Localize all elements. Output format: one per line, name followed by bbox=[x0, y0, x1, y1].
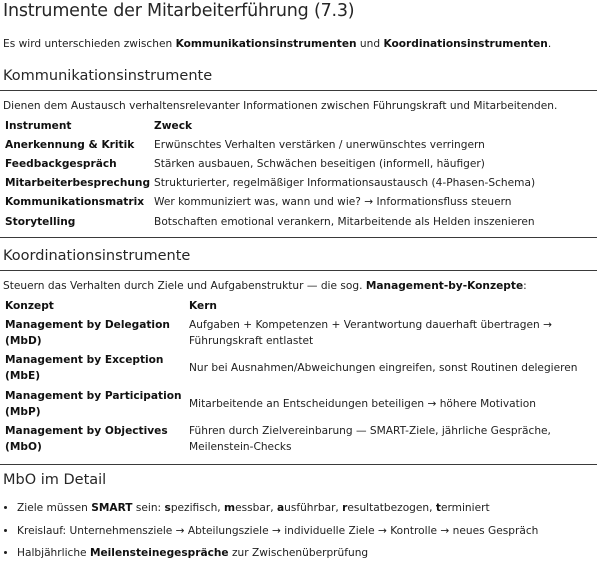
koordination-description-prefix: Steuern das Verhalten durch Ziele und Aufgabenstruktur — die sog. bbox=[3, 280, 366, 292]
konzept-name: Management by Objectives (MbO) bbox=[5, 425, 168, 454]
table-row bbox=[3, 351, 593, 387]
table-row bbox=[3, 154, 537, 173]
smart-rest-r: esultatbezogen, bbox=[347, 502, 436, 514]
instrument-name: Feedbackgespräch bbox=[5, 157, 117, 170]
mbo-list bbox=[2, 500, 538, 568]
smart-prefix: Ziele müssen bbox=[17, 502, 92, 514]
section-divider bbox=[0, 464, 597, 465]
list-item-meilenstein bbox=[17, 545, 538, 568]
page-title: Instrumente der Mitarbeiterführung (7.3) bbox=[3, 1, 355, 21]
meilenstein-keyword: Meilensteinegespräche bbox=[89, 547, 229, 560]
smart-keyword: SMART bbox=[91, 502, 133, 514]
intro-middle: und bbox=[356, 38, 384, 50]
konzept-core: Führen durch Zielvereinbarung — SMART-Ziele, jährliche Gespräche, Meilenstein-Checks bbox=[189, 425, 551, 454]
kommunikation-description: Dienen dem Austausch verhaltensrelevanter Informationen zwischen Führungskraft und Mitarbeitenden. bbox=[3, 100, 558, 112]
konzept-name: Management by Delegation (MbD) bbox=[5, 318, 170, 347]
meilenstein-prefix: Halbjährliche bbox=[17, 547, 90, 560]
section-heading-kommunikation: Kommunikationsinstrumente bbox=[3, 68, 213, 84]
section-divider bbox=[0, 270, 597, 271]
smart-colon: sein: bbox=[132, 502, 165, 514]
column-header-konzept: Konzept bbox=[5, 300, 54, 312]
table-row bbox=[3, 193, 537, 212]
instrument-name: Storytelling bbox=[5, 215, 76, 228]
table-row bbox=[3, 315, 593, 351]
table-row bbox=[3, 386, 593, 422]
section-divider bbox=[0, 237, 597, 238]
instrument-name: Anerkennung & Kritik bbox=[5, 138, 135, 151]
intro-suffix: . bbox=[547, 38, 552, 50]
instrument-purpose: Wer kommuniziert was, wann und wie? → Informationsfluss steuern bbox=[154, 196, 512, 209]
smart-rest-a: usführbar, bbox=[284, 502, 343, 514]
section-heading-koordination: Koordinationsinstrumente bbox=[3, 248, 191, 264]
koordination-description bbox=[3, 280, 527, 292]
koordination-description-suffix: : bbox=[523, 280, 527, 292]
smart-letter-m: m bbox=[224, 502, 236, 514]
smart-rest-t: erminiert bbox=[440, 502, 490, 514]
instrument-name: Kommunikationsmatrix bbox=[5, 196, 145, 209]
intro-term-koordination: Koordinationsinstrumenten bbox=[383, 38, 548, 50]
smart-letter-s: s bbox=[164, 502, 171, 514]
koordination-description-term: Management-by-Konzepte bbox=[365, 280, 524, 292]
koordination-table bbox=[3, 297, 593, 457]
column-header-instrument: Instrument bbox=[5, 119, 72, 132]
intro-prefix: Es wird unterschieden zwischen bbox=[3, 38, 176, 50]
intro-term-kommunikation: Kommunikationsinstrumenten bbox=[175, 38, 357, 50]
instrument-name: Mitarbeiterbesprechung bbox=[5, 177, 151, 190]
konzept-name: Management by Exception (MbE) bbox=[5, 354, 164, 383]
meilenstein-suffix: zur Zwischenüberprüfung bbox=[228, 547, 369, 560]
smart-letter-r: r bbox=[342, 502, 348, 514]
smart-rest-m: essbar, bbox=[235, 502, 277, 514]
instrument-purpose: Strukturierter, regelmäßiger Informationsaustausch (4-Phasen-Schema) bbox=[154, 177, 536, 190]
instrument-purpose: Stärken ausbauen, Schwächen beseitigen (informell, häufiger) bbox=[154, 157, 485, 170]
instrument-purpose: Erwünschtes Verhalten verstärken / unerwünschtes verringern bbox=[154, 138, 485, 151]
table-row bbox=[3, 135, 537, 154]
konzept-name: Management by Participation (MbP) bbox=[5, 389, 182, 418]
intro-text bbox=[3, 38, 551, 50]
list-item-cycle: • Kreislauf: Unternehmensziele → Abteilungsziele → individuelle Ziele → Kontrolle → neues Gespräch bbox=[17, 523, 538, 546]
table-row bbox=[3, 174, 537, 193]
smart-letter-t: t bbox=[435, 502, 441, 514]
section-divider bbox=[0, 90, 597, 91]
column-header-kern: Kern bbox=[189, 300, 217, 312]
table-row bbox=[3, 212, 537, 231]
section-heading-mbo: MbO im Detail bbox=[3, 472, 107, 488]
list-item-smart bbox=[17, 500, 538, 523]
table-header-row bbox=[3, 297, 593, 315]
column-header-zweck: Zweck bbox=[154, 119, 193, 132]
konzept-core: Aufgaben + Kompetenzen + Verantwortung dauerhaft übertragen → Führungskraft entlastet bbox=[189, 318, 552, 347]
table-row bbox=[3, 422, 593, 458]
table-header-row bbox=[3, 116, 537, 135]
instrument-purpose: Botschaften emotional verankern, Mitarbeitende als Helden inszenieren bbox=[154, 215, 535, 228]
konzept-core: Nur bei Ausnahmen/Abweichungen eingreifen, sonst Routinen delegieren bbox=[189, 362, 578, 375]
kommunikation-table bbox=[3, 116, 537, 231]
smart-rest-s: pezifisch, bbox=[170, 502, 225, 514]
smart-letter-a: a bbox=[276, 502, 285, 514]
konzept-core: Mitarbeitende an Entscheidungen beteiligen → höhere Motivation bbox=[189, 397, 536, 410]
